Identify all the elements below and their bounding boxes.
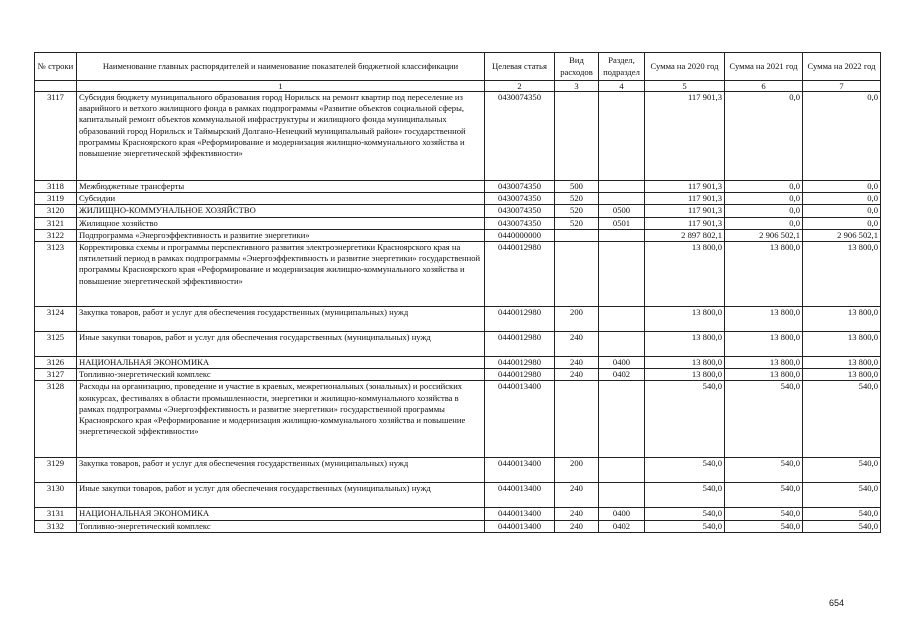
row-target-article: 0440012980	[485, 357, 555, 369]
row-sum-2021: 0,0	[725, 205, 803, 217]
row-sum-2022: 13 800,0	[803, 357, 881, 369]
row-section	[599, 92, 645, 181]
row-section: 0400	[599, 357, 645, 369]
row-expense-type: 240	[555, 357, 599, 369]
header-sum-2021: Сумма на 2021 год	[725, 53, 803, 81]
row-expense-type: 500	[555, 181, 599, 193]
row-target-article: 0440012980	[485, 242, 555, 307]
row-name: НАЦИОНАЛЬНАЯ ЭКОНОМИКА	[77, 357, 485, 369]
row-target-article: 0430074350	[485, 193, 555, 205]
row-expense-type: 520	[555, 205, 599, 217]
column-number: 3	[555, 81, 599, 92]
row-name: Подпрограмма «Энергоэффективность и развитие энергетики»	[77, 229, 485, 241]
row-expense-type: 200	[555, 458, 599, 483]
row-sum-2020: 13 800,0	[645, 242, 725, 307]
column-number: 4	[599, 81, 645, 92]
column-number-row	[35, 81, 881, 92]
row-number: 3131	[35, 508, 77, 520]
row-target-article: 0440013400	[485, 483, 555, 508]
row-number: 3125	[35, 332, 77, 357]
row-sum-2020: 13 800,0	[645, 357, 725, 369]
table-row	[35, 520, 881, 532]
row-target-article: 0440013400	[485, 508, 555, 520]
row-section	[599, 229, 645, 241]
header-row-number: № строки	[35, 53, 77, 81]
row-name: Топливно-энергетический комплекс	[77, 520, 485, 532]
row-expense-type: 240	[555, 369, 599, 381]
row-section: 0400	[599, 508, 645, 520]
row-sum-2020: 540,0	[645, 520, 725, 532]
header-target-article: Целевая статья	[485, 53, 555, 81]
table-row	[35, 181, 881, 193]
row-number: 3129	[35, 458, 77, 483]
table-row	[35, 369, 881, 381]
row-sum-2022: 13 800,0	[803, 242, 881, 307]
header-expense-type: Вид расходов	[555, 53, 599, 81]
row-section	[599, 193, 645, 205]
table-row	[35, 217, 881, 229]
row-number: 3121	[35, 217, 77, 229]
row-sum-2022: 13 800,0	[803, 307, 881, 332]
row-section	[599, 332, 645, 357]
row-sum-2022: 2 906 502,1	[803, 229, 881, 241]
table-row	[35, 242, 881, 307]
row-name: Закупка товаров, работ и услуг для обеспечения государственных (муниципальных) нужд	[77, 307, 485, 332]
row-target-article: 0440012980	[485, 307, 555, 332]
column-number: 6	[725, 81, 803, 92]
row-number: 3122	[35, 229, 77, 241]
row-sum-2020: 540,0	[645, 508, 725, 520]
row-target-article: 0430074350	[485, 181, 555, 193]
column-number-blank	[35, 81, 77, 92]
row-sum-2020: 117 901,3	[645, 205, 725, 217]
row-sum-2022: 0,0	[803, 92, 881, 181]
row-sum-2022: 0,0	[803, 181, 881, 193]
row-sum-2020: 540,0	[645, 458, 725, 483]
row-name: Иные закупки товаров, работ и услуг для обеспечения государственных (муниципальных) нужд	[77, 483, 485, 508]
row-sum-2020: 540,0	[645, 381, 725, 458]
row-name: Субсидия бюджету муниципального образования город Норильск на ремонт квартир под переселение из аварийного и ветхого жилищного фонда в рамках подпрограммы «Развитие объектов социальной сферы, капитальный ремонт объектов коммунальной инфраструктуры и жилищного фонда муниципальных образований город Норильск и Таймырский Долгано-Ненецкий муниципальный район» государственной программы Красноярского края «Реформирование и модернизация жилищно-коммунального хозяйства и повышение энергетической эффективности»	[77, 92, 485, 181]
row-sum-2021: 13 800,0	[725, 307, 803, 332]
row-sum-2021: 13 800,0	[725, 369, 803, 381]
row-expense-type: 240	[555, 508, 599, 520]
row-target-article: 0430074350	[485, 92, 555, 181]
row-number: 3130	[35, 483, 77, 508]
row-sum-2020: 540,0	[645, 483, 725, 508]
row-sum-2021: 0,0	[725, 217, 803, 229]
row-section: 0402	[599, 520, 645, 532]
column-number: 1	[77, 81, 485, 92]
row-sum-2020: 2 897 802,1	[645, 229, 725, 241]
table-row	[35, 92, 881, 181]
row-target-article: 0430074350	[485, 205, 555, 217]
row-expense-type: 200	[555, 307, 599, 332]
page-number: 654	[829, 598, 845, 608]
row-number: 3117	[35, 92, 77, 181]
row-section	[599, 242, 645, 307]
table-row	[35, 483, 881, 508]
row-expense-type: 240	[555, 520, 599, 532]
table-row	[35, 193, 881, 205]
row-sum-2022: 540,0	[803, 381, 881, 458]
table-row	[35, 458, 881, 483]
row-number: 3118	[35, 181, 77, 193]
row-target-article: 0440013400	[485, 520, 555, 532]
row-expense-type: 240	[555, 332, 599, 357]
row-target-article: 0440012980	[485, 369, 555, 381]
row-sum-2021: 0,0	[725, 92, 803, 181]
row-number: 3124	[35, 307, 77, 332]
row-name: НАЦИОНАЛЬНАЯ ЭКОНОМИКА	[77, 508, 485, 520]
row-sum-2020: 117 901,3	[645, 217, 725, 229]
row-sum-2020: 13 800,0	[645, 369, 725, 381]
row-section: 0501	[599, 217, 645, 229]
budget-table	[34, 52, 881, 533]
row-section	[599, 381, 645, 458]
table-row	[35, 381, 881, 458]
header-sum-2022: Сумма на 2022 год	[803, 53, 881, 81]
row-target-article: 0440013400	[485, 381, 555, 458]
table-row	[35, 307, 881, 332]
row-section	[599, 307, 645, 332]
row-expense-type	[555, 242, 599, 307]
row-section	[599, 458, 645, 483]
row-sum-2022: 0,0	[803, 217, 881, 229]
row-number: 3126	[35, 357, 77, 369]
row-sum-2021: 13 800,0	[725, 357, 803, 369]
table-row	[35, 508, 881, 520]
row-sum-2022: 540,0	[803, 508, 881, 520]
row-name: Иные закупки товаров, работ и услуг для обеспечения государственных (муниципальных) нужд	[77, 332, 485, 357]
row-number: 3120	[35, 205, 77, 217]
row-expense-type: 240	[555, 483, 599, 508]
header-section: Раздел, подраздел	[599, 53, 645, 81]
row-sum-2022: 0,0	[803, 193, 881, 205]
row-sum-2021: 540,0	[725, 508, 803, 520]
column-number: 2	[485, 81, 555, 92]
budget-table-sheet	[34, 52, 881, 533]
row-number: 3119	[35, 193, 77, 205]
row-target-article: 0440000000	[485, 229, 555, 241]
row-sum-2022: 540,0	[803, 520, 881, 532]
row-expense-type	[555, 92, 599, 181]
row-name: Закупка товаров, работ и услуг для обеспечения государственных (муниципальных) нужд	[77, 458, 485, 483]
row-name: Жилищное хозяйство	[77, 217, 485, 229]
row-expense-type	[555, 229, 599, 241]
row-target-article: 0440012980	[485, 332, 555, 357]
column-number: 5	[645, 81, 725, 92]
row-sum-2022: 540,0	[803, 458, 881, 483]
row-name: Межбюджетные трансферты	[77, 181, 485, 193]
row-sum-2021: 540,0	[725, 381, 803, 458]
row-name: Субсидии	[77, 193, 485, 205]
row-sum-2021: 540,0	[725, 483, 803, 508]
row-sum-2020: 13 800,0	[645, 307, 725, 332]
header-name: Наименование главных распорядителей и наименование показателей бюджетной классификации	[77, 53, 485, 81]
row-number: 3127	[35, 369, 77, 381]
row-section	[599, 181, 645, 193]
row-sum-2021: 0,0	[725, 193, 803, 205]
row-sum-2021: 13 800,0	[725, 242, 803, 307]
table-row	[35, 357, 881, 369]
row-sum-2020: 117 901,3	[645, 92, 725, 181]
table-row	[35, 229, 881, 241]
row-section: 0500	[599, 205, 645, 217]
row-sum-2022: 13 800,0	[803, 369, 881, 381]
row-name: Корректировка схемы и программы перспективного развития электроэнергетики Красноярского края на пятилетний период в рамках подпрограммы «Энергоэффективность и развитие энергетики» государственной программы Красноярского края «Реформирование и модернизация жилищно-коммунального хозяйства и повышение энергетической эффективности»	[77, 242, 485, 307]
row-section: 0402	[599, 369, 645, 381]
column-number: 7	[803, 81, 881, 92]
row-sum-2022: 13 800,0	[803, 332, 881, 357]
row-sum-2021: 540,0	[725, 520, 803, 532]
row-sum-2022: 540,0	[803, 483, 881, 508]
row-name: Расходы на организацию, проведение и участие в краевых, межрегиональных (зональных) и российских конкурсах, фестивалях в области промышленности, энергетики и жилищно-коммунального хозяйства в рамках подпрограммы «Энергоэффективность и развитие энергетики» государственной программы Красноярского края «Реформирование и модернизация жилищно-коммунального хозяйства и повышение энергетической эффективности»	[77, 381, 485, 458]
row-name: Топливно-энергетический комплекс	[77, 369, 485, 381]
row-number: 3132	[35, 520, 77, 532]
row-expense-type	[555, 381, 599, 458]
row-sum-2021: 540,0	[725, 458, 803, 483]
row-target-article: 0430074350	[485, 217, 555, 229]
row-sum-2021: 0,0	[725, 181, 803, 193]
header-sum-2020: Сумма на 2020 год	[645, 53, 725, 81]
row-section	[599, 483, 645, 508]
row-sum-2020: 13 800,0	[645, 332, 725, 357]
table-row	[35, 205, 881, 217]
row-sum-2021: 2 906 502,1	[725, 229, 803, 241]
row-sum-2022: 0,0	[803, 205, 881, 217]
row-sum-2020: 117 901,3	[645, 193, 725, 205]
table-header-row	[35, 53, 881, 81]
row-number: 3128	[35, 381, 77, 458]
table-row	[35, 332, 881, 357]
row-target-article: 0440013400	[485, 458, 555, 483]
row-sum-2020: 117 901,3	[645, 181, 725, 193]
row-name: ЖИЛИЩНО-КОММУНАЛЬНОЕ ХОЗЯЙСТВО	[77, 205, 485, 217]
row-expense-type: 520	[555, 217, 599, 229]
row-sum-2021: 13 800,0	[725, 332, 803, 357]
row-expense-type: 520	[555, 193, 599, 205]
row-number: 3123	[35, 242, 77, 307]
